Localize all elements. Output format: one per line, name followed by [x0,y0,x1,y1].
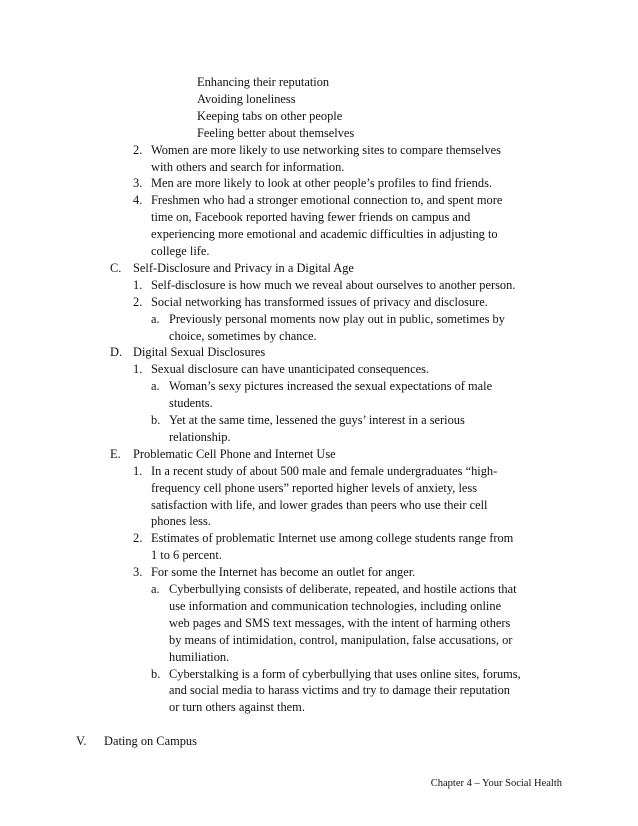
line-text: experiencing more emotional and academic difficulties in adjusting to [151,227,498,242]
line-text: relationship. [169,429,231,444]
line-text: satisfaction with life, and lower grades than peers who use their cell [151,497,488,512]
list-marker: E. [110,446,121,461]
line-text: Yet at the same time, lessened the guys’ interest in a serious [169,413,465,427]
list-marker: D. [110,345,123,360]
line-text: humiliation. [169,649,230,664]
page-footer: Chapter 4 – Your Social Health [430,778,562,789]
line-text: college life. [151,244,210,258]
list-marker: V. [76,734,87,749]
line-text: Previously personal moments now play out in public, sometimes by [169,311,505,326]
list-marker: 2. [133,294,143,309]
line-text: web pages and SMS text messages, with the intent of harming others [169,615,511,630]
list-marker: 2. [133,142,143,157]
list-marker: 1. [133,277,143,292]
list-marker: 4. [133,193,143,208]
line-text: phones less. [151,514,211,529]
line-text: or turn others against them. [169,700,305,715]
line-text: students. [169,396,213,411]
line-text: Women are more likely to use networking sites to compare themselves [151,142,501,157]
line-text: Digital Sexual Disclosures [133,345,266,360]
list-marker: 1. [133,362,143,377]
line-text: Cyberstalking is a form of cyberbullying that uses online sites, forums, [169,666,521,681]
line-text: use information and communication technologies, including online [169,598,502,613]
line-text: For some the Internet has become an outlet for anger. [151,565,416,580]
list-marker: 3. [133,565,143,580]
line-text: Estimates of problematic Internet use among college students range from [151,531,514,546]
line-text: Woman’s sexy pictures increased the sexual expectations of male [169,379,493,394]
line-text: frequency cell phone users” reported higher levels of anxiety, less [151,480,478,495]
line-text: Problematic Cell Phone and Internet Use [133,446,336,461]
line-text: Avoiding loneliness [197,91,296,106]
list-marker: C. [110,260,122,275]
line-text: choice, sometimes by chance. [169,328,317,343]
line-text: Keeping tabs on other people [197,108,343,123]
line-text: In a recent study of about 500 male and female undergraduates “high- [151,463,498,478]
line-text: Men are more likely to look at other people’s profiles to find friends. [151,176,492,191]
line-text: Self-Disclosure and Privacy in a Digital Age [133,260,354,275]
line-text: Cyberbullying consists of deliberate, repeated, and hostile actions that [169,582,517,596]
line-text: Sexual disclosure can have unanticipated consequences. [151,362,429,377]
list-marker: b. [151,666,161,681]
list-marker: a. [151,582,160,596]
line-text: and social media to harass victims and try to damage their reputation [169,683,510,698]
list-marker: 2. [133,531,143,546]
line-text: Dating on Campus [104,734,197,749]
line-text: with others and search for information. [151,159,345,174]
line-text: Social networking has transformed issues of privacy and disclosure. [151,294,488,309]
list-marker: a. [151,379,160,394]
line-text: time on, Facebook reported having fewer friends on campus and [151,210,471,225]
line-text: by means of intimidation, control, manipulation, false accusations, or [169,632,513,647]
line-text: Enhancing their reputation [197,75,330,89]
list-marker: 3. [133,176,143,191]
line-text: Feeling better about themselves [197,125,355,140]
line-text: Self-disclosure is how much we reveal about ourselves to another person. [151,277,516,292]
list-marker: a. [151,311,160,326]
list-marker: 1. [133,463,143,478]
line-text: 1 to 6 percent. [151,548,222,563]
list-marker: b. [151,413,161,427]
line-text: Freshmen who had a stronger emotional connection to, and spent more [151,193,503,208]
